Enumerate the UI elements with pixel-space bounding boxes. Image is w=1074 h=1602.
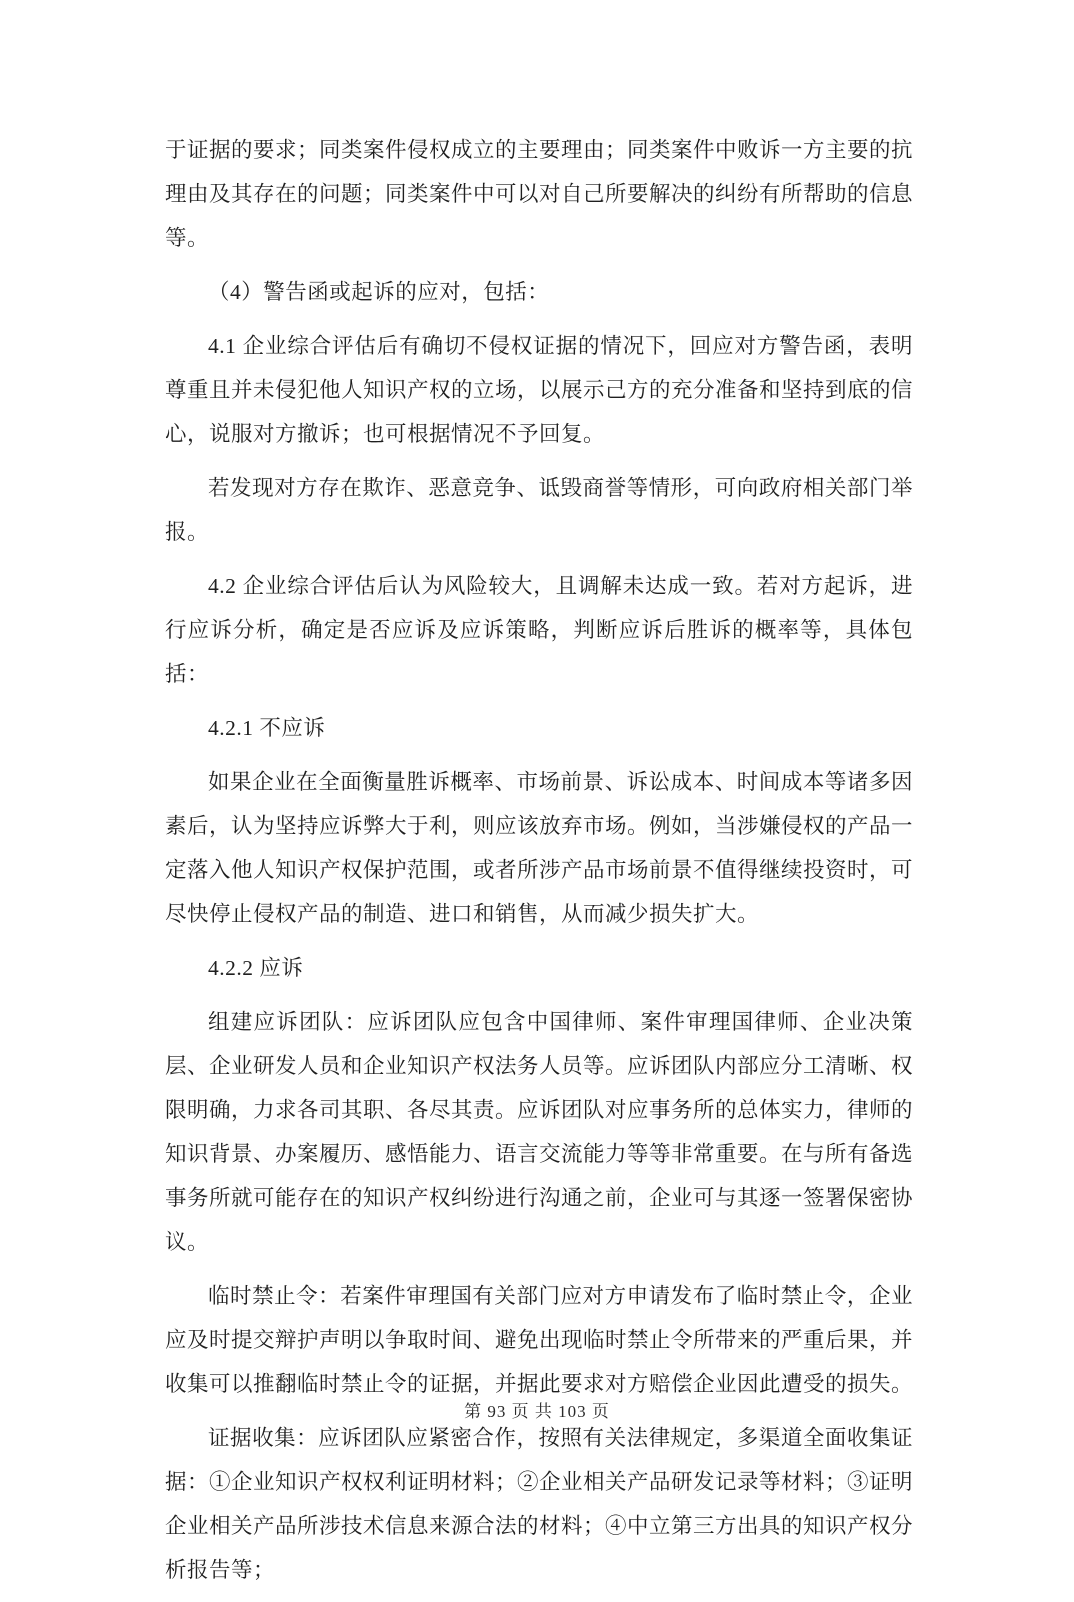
paragraph-evidence-collection: 证据收集：应诉团队应紧密合作，按照有关法律规定，多渠道全面收集证据：①企业知识产权权利证明材料；②企业相关产品研发记录等材料；③证明企业相关产品所涉技术信息来源合法的材料；④中立第三方出具的知识产权分析报告等； [165, 1426, 914, 1582]
paragraph-injunction: 临时禁止令：若案件审理国有关部门应对方申请发布了临时禁止令，企业应及时提交辩护声明以争取时间、避免出现临时禁止令所带来的严重后果，并收集可以推翻临时禁止令的证据，并据此要求对方赔偿企业因此遭受的损失。 [165, 1284, 914, 1396]
heading-4-2-2: 4.2.2 应诉 [208, 956, 304, 980]
paragraph-continuation: 于证据的要求；同类案件侵权成立的主要理由；同类案件中败诉一方主要的抗理由及其存在的问题；同类案件中可以对自己所要解决的纠纷有所帮助的信息等。 [165, 138, 914, 250]
paragraph-4-2: 4.2 企业综合评估后认为风险较大，且调解未达成一致。若对方起诉，进行应诉分析，确定是否应诉及应诉策略，判断应诉后胜诉的概率等，具体包括： [165, 574, 913, 686]
page-number-footer: 第 93 页 共 103 页 [464, 1402, 610, 1421]
paragraph-4-1: 4.1 企业综合评估后有确切不侵权证据的情况下，回应对方警告函，表明尊重且并未侵犯他人知识产权的立场，以展示己方的充分准备和坚持到底的信心，说服对方撤诉；也可根据情况不予回复。 [165, 334, 914, 446]
paragraph-defense-team: 组建应诉团队：应诉团队应包含中国律师、案件审理国律师、企业决策层、企业研发人员和企业知识产权法务人员等。应诉团队内部应分工清晰、权限明确，力求各司其职、各尽其责。应诉团队对应事务所的总体实力，律师的知识背景、办案履历、感悟能力、语言交流能力等等非常重要。在与所有备选事务所就可能存在的知识产权纠纷进行沟通之前，企业可与其逐一签署保密协议。 [165, 1010, 914, 1254]
paragraph-no-response: 如果企业在全面衡量胜诉概率、市场前景、诉讼成本、时间成本等诸多因素后，认为坚持应诉弊大于利，则应该放弃市场。例如，当涉嫌侵权的产品一定落入他人知识产权保护范围，或者所涉产品市场前景不值得继续投资时，可尽快停止侵权产品的制造、进口和销售，从而减少损失扩大。 [165, 770, 914, 926]
document-body [165, 128, 913, 1602]
paragraph-report-note: 若发现对方存在欺诈、恶意竞争、诋毁商誉等情形，可向政府相关部门举报。 [165, 476, 913, 544]
heading-4-2-1: 4.2.1 不应诉 [208, 716, 326, 740]
paragraph-item-4-heading: （4）警告函或起诉的应对，包括： [208, 280, 550, 304]
